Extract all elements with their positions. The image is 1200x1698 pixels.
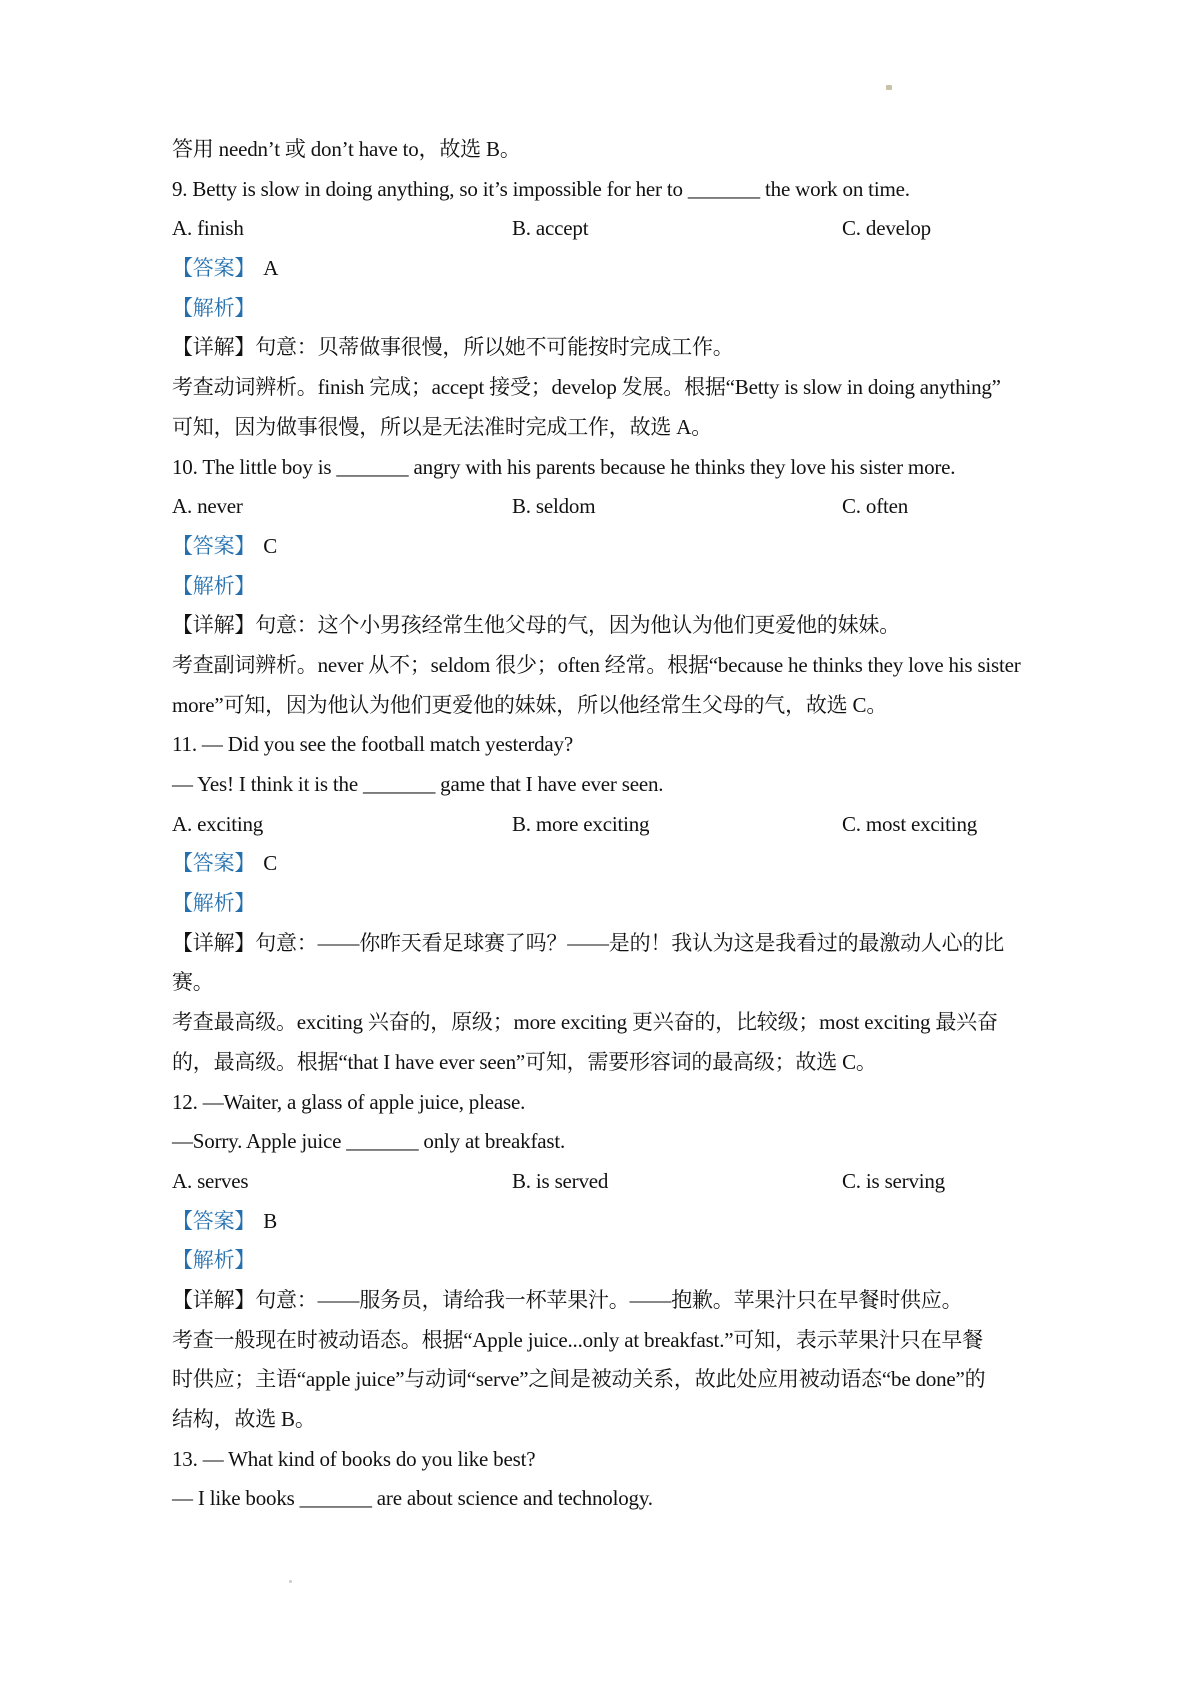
explanation-line: 时供应；主语“apple juice”与动词“serve”之间是被动关系，故此处应用被动语态“be done”的 <box>172 1367 986 1392</box>
answer-label: 【答案】 <box>172 1208 256 1233</box>
explanation-line: 【详解】句意：这个小男孩经常生他父母的气，因为他认为他们更爱他的妹妹。 <box>172 613 900 638</box>
explanation-line: 考查最高级。exciting 兴奋的，原级；more exciting 更兴奋的，比较级；most exciting 最兴奋 <box>172 1010 998 1035</box>
question-12-stem: 12. —Waiter, a glass of apple juice, please. <box>172 1089 526 1114</box>
answer-label: 【答案】 <box>172 256 256 281</box>
option-a: A. finish <box>172 216 244 241</box>
explanation-line: 考查一般现在时被动语态。根据“Apple juice...only at breakfast.”可知，表示苹果汁只在早餐 <box>172 1327 983 1352</box>
option-a: A. exciting <box>172 811 264 836</box>
option-c: C. is serving <box>842 1168 945 1193</box>
explanation-line: more”可知，因为他认为他们更爱他的妹妹，所以他经常生父母的气，故选 C。 <box>172 692 888 717</box>
option-b: B. more exciting <box>512 811 650 836</box>
exam-answer-key-content <box>172 130 1030 1519</box>
explanation-line: 赛。 <box>172 970 214 995</box>
option-c: C. develop <box>842 216 931 241</box>
option-c: C. often <box>842 494 909 519</box>
option-b: B. accept <box>512 216 589 241</box>
question-12-options-row <box>172 1162 1030 1202</box>
option-c: C. most exciting <box>842 811 978 836</box>
question-12-stem-reply: —Sorry. Apple juice _______ only at breakfast. <box>172 1129 566 1154</box>
question-13-stem: 13. — What kind of books do you like best? <box>172 1446 536 1471</box>
analysis-label: 【解析】 <box>172 573 256 598</box>
analysis-label: 【解析】 <box>172 1248 256 1273</box>
explanation-line: 【详解】句意：——你昨天看足球赛了吗？——是的！我认为这是我看过的最激动人心的比 <box>172 930 1004 955</box>
question-9-analysis-line <box>172 289 1030 329</box>
question-9-options-row <box>172 209 1030 249</box>
explanation-line: 的，最高级。根据“that I have ever seen”可知，需要形容词的最高级；故选 C。 <box>172 1049 877 1074</box>
answer-value: C <box>263 533 278 558</box>
analysis-label: 【解析】 <box>172 891 256 916</box>
question-10-answer-line <box>172 527 1030 567</box>
answer-value: B <box>263 1208 278 1233</box>
option-b: B. is served <box>512 1168 609 1193</box>
question-11-stem-reply: — Yes! I think it is the _______ game that I have ever seen. <box>172 772 664 796</box>
explanation-line: 【详解】句意：——服务员，请给我一杯苹果汁。——抱歉。苹果汁只在早餐时供应。 <box>172 1287 963 1312</box>
explanation-tail-line: 答用 needn’t 或 don’t have to，故选 B。 <box>172 137 521 161</box>
question-9-stem: 9. Betty is slow in doing anything, so it’s impossible for her to _______ the work on time. <box>172 176 910 201</box>
answer-value: C <box>263 851 278 876</box>
option-a: A. serves <box>172 1168 249 1193</box>
question-12-analysis-line <box>172 1241 1030 1281</box>
explanation-line: 【详解】句意：贝蒂做事很慢，所以她不可能按时完成工作。 <box>172 335 734 360</box>
explanation-line: 结构，故选 B。 <box>172 1407 316 1431</box>
question-10-options-row <box>172 487 1030 527</box>
option-a: A. never <box>172 494 243 519</box>
question-12-answer-line <box>172 1202 1030 1242</box>
question-13-stem-reply: — I like books _______ are about science and technology. <box>172 1486 653 1511</box>
answer-label: 【答案】 <box>172 851 256 876</box>
explanation-line: 考查动词辨析。finish 完成；accept 接受；develop 发展。根据“Betty is slow in doing anything” <box>172 375 1001 400</box>
question-9-answer-line <box>172 249 1030 289</box>
explanation-line: 考查副词辨析。never 从不；seldom 很少；often 经常。根据“because he thinks they love his sister <box>172 652 1021 677</box>
question-10-analysis-line <box>172 567 1030 607</box>
question-10-stem: 10. The little boy is _______ angry with his parents because he thinks they love his sister more. <box>172 454 956 479</box>
question-11-stem: 11. — Did you see the football match yesterday? <box>172 732 573 757</box>
question-11-answer-line <box>172 844 1030 884</box>
answer-label: 【答案】 <box>172 533 256 558</box>
option-b: B. seldom <box>512 494 596 519</box>
question-11-analysis-line <box>172 884 1030 924</box>
scan-artifact-dot <box>289 1580 292 1583</box>
analysis-label: 【解析】 <box>172 295 256 320</box>
scan-artifact-dot <box>886 85 892 90</box>
explanation-line: 可知，因为做事很慢，所以是无法准时完成工作，故选 A。 <box>172 414 713 439</box>
question-11-options-row <box>172 805 1030 845</box>
answer-value: A <box>263 256 279 281</box>
